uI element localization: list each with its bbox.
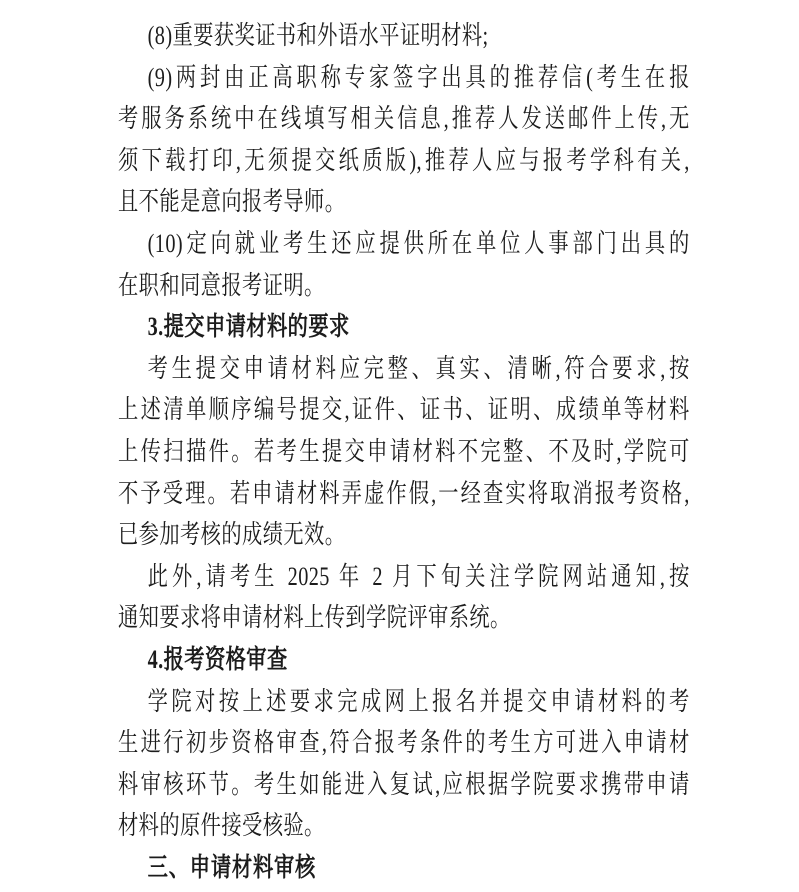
list-item-9-line-1: (9)两封由正高职称专家签字出具的推荐信(考生在报	[147, 62, 690, 92]
section-heading-3: 三、申请材料审核	[147, 851, 317, 882]
subsection-heading-4: 4.报考资格审查	[147, 644, 288, 674]
paragraph-requirements-line-5: 已参加考核的成绩无效。	[118, 520, 346, 550]
list-item-9-line-3: 须下载打印,无须提交纸质版),推荐人应与报考学科有关,	[118, 145, 690, 175]
list-item-10-line-1: (10)定向就业考生还应提供所在单位人事部门出具的	[147, 228, 690, 258]
paragraph-requirements-line-1: 考生提交申请材料应完整、真实、清晰,符合要求,按	[147, 353, 690, 383]
list-item-9-line-4: 且不能是意向报考导师。	[118, 187, 346, 217]
list-item-10-line-2: 在职和同意报考证明。	[118, 270, 325, 300]
subsection-heading-3: 3.提交申请材料的要求	[147, 312, 350, 342]
paragraph-requirements-line-2: 上述清单顺序编号提交,证件、证书、证明、成绩单等材料	[118, 395, 690, 425]
list-item-8: (8)重要获奖证书和外语水平证明材料;	[147, 21, 489, 50]
paragraph-requirements-line-3: 上传扫描件。若考生提交申请材料不完整、不及时,学院可	[118, 436, 690, 466]
list-item-9-line-2: 考服务系统中在线填写相关信息,推荐人发送邮件上传,无	[118, 104, 690, 134]
paragraph-review-line-1: 学院对按上述要求完成网上报名并提交申请材料的考	[147, 686, 690, 716]
document-body	[118, 15, 690, 888]
paragraph-review-line-2: 生进行初步资格审查,符合报考条件的考生方可进入申请材	[118, 728, 690, 758]
paragraph-requirements-line-4: 不予受理。若申请材料弄虚作假,一经查实将取消报考资格,	[118, 478, 690, 508]
paragraph-review-line-3: 料审核环节。考生如能进入复试,应根据学院要求携带申请	[118, 769, 690, 799]
paragraph-review-line-4: 材料的原件接受核验。	[118, 811, 325, 841]
paragraph-notice-line-1: 此外,请考生 2025 年 2 月下旬关注学院网站通知,按	[147, 561, 690, 591]
paragraph-notice-line-2: 通知要求将申请材料上传到学院评审系统。	[118, 603, 511, 633]
